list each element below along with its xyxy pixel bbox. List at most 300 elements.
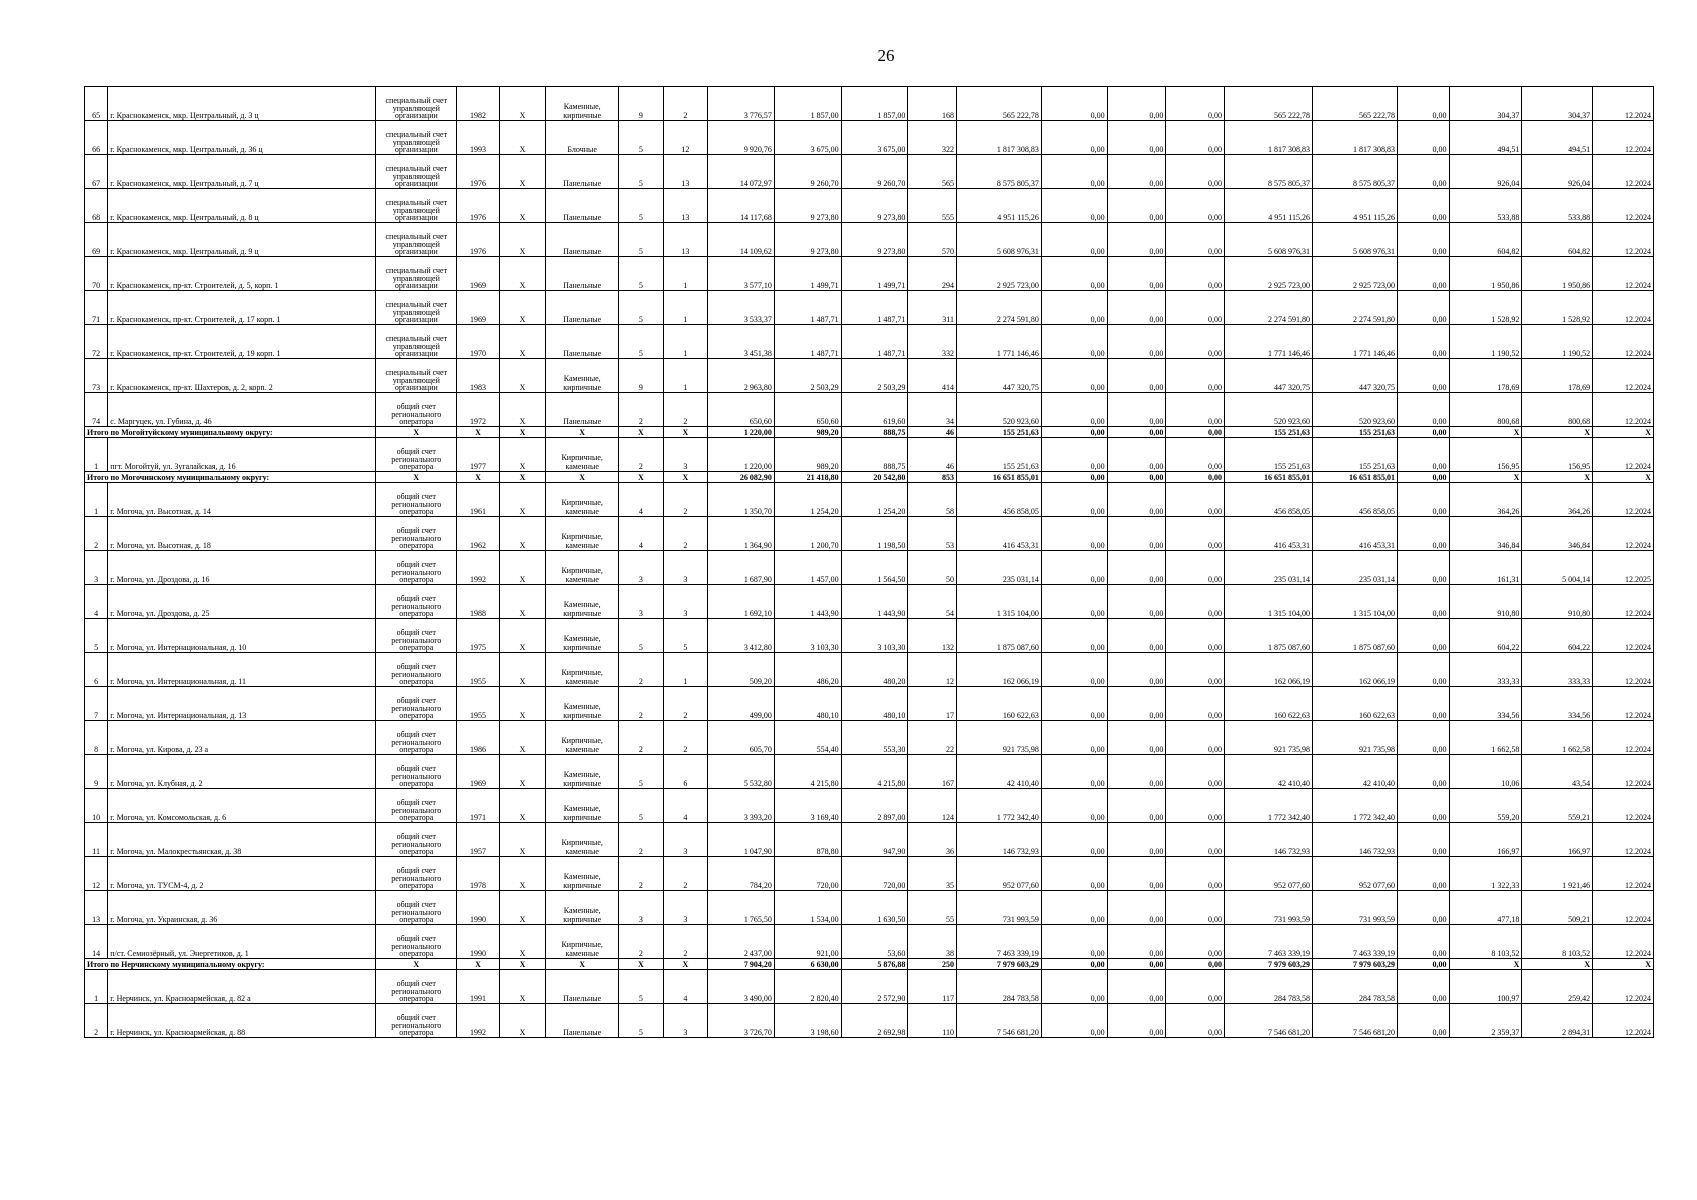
- cell-account-type: общий счет регионального оператора: [376, 857, 457, 891]
- cell-municipal-funds: 0,00: [1166, 653, 1225, 687]
- subtotal-cost-per-sqm: X: [1449, 427, 1522, 438]
- cell-entrances: 1: [663, 325, 708, 359]
- table-row: [85, 551, 1654, 585]
- cell-other-funds: 0,00: [1397, 438, 1449, 472]
- cell-wall-material: Каменные, кирпичные: [546, 789, 619, 823]
- cell-total-area: 5 532,80: [708, 755, 775, 789]
- cell-living-area: 9 273,80: [774, 223, 841, 257]
- cell-cost-total: 160 622,63: [1313, 687, 1398, 721]
- cell-cost-per-sqm: 800,68: [1449, 393, 1522, 427]
- cell-total-area: 3 490,00: [708, 970, 775, 1004]
- cell-year-built: 1975: [457, 619, 499, 653]
- cell-residential-area: 1 564,50: [841, 551, 908, 585]
- cell-regional-funds: 0,00: [1107, 925, 1166, 959]
- cell-living-area: 1 200,70: [774, 517, 841, 551]
- cell-year-built: 1972: [457, 393, 499, 427]
- table-row: [85, 223, 1654, 257]
- cell-account-type: общий счет регионального оператора: [376, 891, 457, 925]
- cell-cost-total: 416 453,31: [1313, 517, 1398, 551]
- cell-municipal-funds: 0,00: [1166, 823, 1225, 857]
- cell-wall-material: Кирпичные, каменные: [546, 721, 619, 755]
- cell-address: г. Краснокаменск, мкр. Центральный, д. 3 ц: [108, 87, 376, 121]
- cell-residents: 38: [908, 925, 957, 959]
- cell-commissioning-year: X: [499, 517, 546, 551]
- cell-federal-funds: 0,00: [1041, 257, 1107, 291]
- subtotal-residents: 46: [908, 427, 957, 438]
- subtotal-residential-area: 5 876,88: [841, 959, 908, 970]
- cell-account-type: специальный счет управляющей организации: [376, 155, 457, 189]
- cell-address: г. Могоча, ул. Интернациональная, д. 10: [108, 619, 376, 653]
- cell-floors: 2: [619, 687, 664, 721]
- cell-regional-funds: 0,00: [1107, 721, 1166, 755]
- cell-living-area: 1 443,90: [774, 585, 841, 619]
- cell-floors: 2: [619, 438, 664, 472]
- cell-row-number: 8: [85, 721, 108, 755]
- cell-row-number: 6: [85, 653, 108, 687]
- cell-limit-per-sqm: 364,26: [1522, 483, 1593, 517]
- cell-commissioning-year: X: [499, 551, 546, 585]
- cell-cost-per-sqm: 1 950,86: [1449, 257, 1522, 291]
- cell-cost-total: 520 923,60: [1313, 393, 1398, 427]
- table-row: [85, 755, 1654, 789]
- cell-other-funds: 0,00: [1397, 483, 1449, 517]
- cell-federal-funds: 0,00: [1041, 823, 1107, 857]
- cell-municipal-funds: 0,00: [1166, 551, 1225, 585]
- cell-floors: 2: [619, 653, 664, 687]
- cell-other-funds: 0,00: [1397, 359, 1449, 393]
- cell-entrances: 1: [663, 653, 708, 687]
- cell-year-built: 1969: [457, 291, 499, 325]
- cell-year-built: 1978: [457, 857, 499, 891]
- cell-wall-material: Панельные: [546, 291, 619, 325]
- cell-wall-material: Кирпичные, каменные: [546, 551, 619, 585]
- table-row: [85, 155, 1654, 189]
- cell-living-area: 1 457,00: [774, 551, 841, 585]
- cell-entrances: 12: [663, 121, 708, 155]
- cell-owner-funds: 7 463 339,19: [1225, 925, 1313, 959]
- cell-municipal-funds: 0,00: [1166, 789, 1225, 823]
- cell-residents: 570: [908, 223, 957, 257]
- table-row: [85, 619, 1654, 653]
- cell-year-built: 1993: [457, 121, 499, 155]
- cell-federal-funds: 0,00: [1041, 891, 1107, 925]
- cell-limit-per-sqm: 304,37: [1522, 87, 1593, 121]
- cell-federal-funds: 0,00: [1041, 687, 1107, 721]
- cell-living-area: 1 499,71: [774, 257, 841, 291]
- subtotal-wall-material: X: [546, 959, 619, 970]
- cell-repair-cost: 416 453,31: [956, 517, 1041, 551]
- cell-account-type: специальный счет управляющей организации: [376, 359, 457, 393]
- subtotal-living-area: 6 630,00: [774, 959, 841, 970]
- cell-commissioning-year: X: [499, 970, 546, 1004]
- cell-floors: 3: [619, 891, 664, 925]
- cell-municipal-funds: 0,00: [1166, 585, 1225, 619]
- cell-year-built: 1992: [457, 1004, 499, 1038]
- cell-cost-total: 2 274 591,80: [1313, 291, 1398, 325]
- cell-completion-date: 12.2024: [1593, 891, 1654, 925]
- cell-limit-per-sqm: 533,88: [1522, 189, 1593, 223]
- cell-row-number: 68: [85, 189, 108, 223]
- cell-limit-per-sqm: 509,21: [1522, 891, 1593, 925]
- cell-floors: 9: [619, 359, 664, 393]
- cell-account-type: специальный счет управляющей организации: [376, 223, 457, 257]
- cell-limit-per-sqm: 259,42: [1522, 970, 1593, 1004]
- cell-cost-per-sqm: 604,82: [1449, 223, 1522, 257]
- subtotal-residential-area: 20 542,80: [841, 472, 908, 483]
- cell-owner-funds: 952 077,60: [1225, 857, 1313, 891]
- cell-wall-material: Кирпичные, каменные: [546, 653, 619, 687]
- cell-owner-funds: 7 546 681,20: [1225, 1004, 1313, 1038]
- cell-cost-total: 4 951 115,26: [1313, 189, 1398, 223]
- cell-completion-date: 12.2024: [1593, 970, 1654, 1004]
- cell-cost-total: 731 993,59: [1313, 891, 1398, 925]
- subtotal-cost-per-sqm: X: [1449, 472, 1522, 483]
- cell-residential-area: 53,60: [841, 925, 908, 959]
- subtotal-account-type: X: [376, 427, 457, 438]
- cell-commissioning-year: X: [499, 359, 546, 393]
- table-row: [85, 721, 1654, 755]
- subtotal-year-built: X: [457, 472, 499, 483]
- cell-repair-cost: 2 925 723,00: [956, 257, 1041, 291]
- cell-municipal-funds: 0,00: [1166, 517, 1225, 551]
- cell-account-type: специальный счет управляющей организации: [376, 121, 457, 155]
- cell-regional-funds: 0,00: [1107, 653, 1166, 687]
- cell-entrances: 13: [663, 223, 708, 257]
- cell-entrances: 2: [663, 925, 708, 959]
- subtotal-year-built: X: [457, 427, 499, 438]
- cell-regional-funds: 0,00: [1107, 483, 1166, 517]
- cell-address: г. Могоча, ул. Дроздова, д. 25: [108, 585, 376, 619]
- cell-completion-date: 12.2024: [1593, 721, 1654, 755]
- cell-municipal-funds: 0,00: [1166, 121, 1225, 155]
- cell-year-built: 1983: [457, 359, 499, 393]
- subtotal-label: Итого по Могойтуйскому муниципальному округу:: [85, 427, 376, 438]
- cell-completion-date: 12.2024: [1593, 189, 1654, 223]
- cell-floors: 3: [619, 551, 664, 585]
- subtotal-other-funds: 0,00: [1397, 472, 1449, 483]
- cell-address: г. Краснокаменск, пр-кт. Строителей, д. 17 корп. 1: [108, 291, 376, 325]
- cell-cost-total: 1 315 104,00: [1313, 585, 1398, 619]
- table-row: [85, 121, 1654, 155]
- table-row: [85, 438, 1654, 472]
- cell-commissioning-year: X: [499, 619, 546, 653]
- cell-total-area: 14 072,97: [708, 155, 775, 189]
- cell-repair-cost: 1 875 087,60: [956, 619, 1041, 653]
- cell-year-built: 1988: [457, 585, 499, 619]
- cell-completion-date: 12.2024: [1593, 438, 1654, 472]
- subtotal-completion-date: X: [1593, 959, 1654, 970]
- subtotal-residents: 853: [908, 472, 957, 483]
- cell-owner-funds: 162 066,19: [1225, 653, 1313, 687]
- cell-cost-per-sqm: 604,22: [1449, 619, 1522, 653]
- cell-cost-per-sqm: 161,31: [1449, 551, 1522, 585]
- cell-cost-per-sqm: 533,88: [1449, 189, 1522, 223]
- cell-regional-funds: 0,00: [1107, 438, 1166, 472]
- cell-floors: 2: [619, 857, 664, 891]
- subtotal-repair-cost: 16 651 855,01: [956, 472, 1041, 483]
- cell-federal-funds: 0,00: [1041, 189, 1107, 223]
- cell-commissioning-year: X: [499, 325, 546, 359]
- cell-cost-total: 1 772 342,40: [1313, 789, 1398, 823]
- cell-completion-date: 12.2024: [1593, 87, 1654, 121]
- cell-wall-material: Каменные, кирпичные: [546, 87, 619, 121]
- cell-cost-per-sqm: 178,69: [1449, 359, 1522, 393]
- cell-regional-funds: 0,00: [1107, 257, 1166, 291]
- cell-total-area: 509,20: [708, 653, 775, 687]
- cell-other-funds: 0,00: [1397, 891, 1449, 925]
- cell-wall-material: Панельные: [546, 223, 619, 257]
- subtotal-entrances: X: [663, 959, 708, 970]
- cell-municipal-funds: 0,00: [1166, 970, 1225, 1004]
- cell-repair-cost: 447 320,75: [956, 359, 1041, 393]
- cell-floors: 5: [619, 325, 664, 359]
- cell-limit-per-sqm: 1 950,86: [1522, 257, 1593, 291]
- cell-residential-area: 9 260,70: [841, 155, 908, 189]
- cell-cost-per-sqm: 477,18: [1449, 891, 1522, 925]
- cell-repair-cost: 1 315 104,00: [956, 585, 1041, 619]
- cell-limit-per-sqm: 494,51: [1522, 121, 1593, 155]
- table-row: [85, 789, 1654, 823]
- cell-residential-area: 1 499,71: [841, 257, 908, 291]
- cell-cost-total: 146 732,93: [1313, 823, 1398, 857]
- table-row: [85, 483, 1654, 517]
- cell-residents: 565: [908, 155, 957, 189]
- cell-other-funds: 0,00: [1397, 653, 1449, 687]
- cell-repair-cost: 7 463 339,19: [956, 925, 1041, 959]
- cell-residents: 53: [908, 517, 957, 551]
- cell-total-area: 9 920,76: [708, 121, 775, 155]
- cell-entrances: 3: [663, 438, 708, 472]
- cell-repair-cost: 7 546 681,20: [956, 1004, 1041, 1038]
- table-row: [85, 857, 1654, 891]
- cell-year-built: 1991: [457, 970, 499, 1004]
- cell-cost-per-sqm: 910,80: [1449, 585, 1522, 619]
- cell-other-funds: 0,00: [1397, 1004, 1449, 1038]
- cell-limit-per-sqm: 604,22: [1522, 619, 1593, 653]
- cell-cost-total: 456 858,05: [1313, 483, 1398, 517]
- subtotal-cost-total: 155 251,63: [1313, 427, 1398, 438]
- cell-total-area: 1 364,90: [708, 517, 775, 551]
- cell-owner-funds: 456 858,05: [1225, 483, 1313, 517]
- cell-year-built: 1977: [457, 438, 499, 472]
- subtotal-cost-total: 16 651 855,01: [1313, 472, 1398, 483]
- cell-residential-area: 720,00: [841, 857, 908, 891]
- cell-wall-material: Каменные, кирпичные: [546, 891, 619, 925]
- subtotal-wall-material: X: [546, 472, 619, 483]
- cell-limit-per-sqm: 43,54: [1522, 755, 1593, 789]
- cell-living-area: 554,40: [774, 721, 841, 755]
- cell-residential-area: 4 215,80: [841, 755, 908, 789]
- cell-residential-area: 2 572,90: [841, 970, 908, 1004]
- cell-wall-material: Кирпичные, каменные: [546, 823, 619, 857]
- cell-address: г. Могоча, ул. Малокрестьянская, д. 38: [108, 823, 376, 857]
- cell-wall-material: Кирпичные, каменные: [546, 517, 619, 551]
- subtotal-commissioning-year: X: [499, 959, 546, 970]
- cell-year-built: 1955: [457, 687, 499, 721]
- cell-address: г. Краснокаменск, пр-кт. Строителей, д. 19 корп. 1: [108, 325, 376, 359]
- cell-row-number: 11: [85, 823, 108, 857]
- cell-commissioning-year: X: [499, 257, 546, 291]
- cell-federal-funds: 0,00: [1041, 755, 1107, 789]
- cell-total-area: 499,00: [708, 687, 775, 721]
- cell-other-funds: 0,00: [1397, 789, 1449, 823]
- cell-commissioning-year: X: [499, 1004, 546, 1038]
- cell-floors: 9: [619, 87, 664, 121]
- subtotal-living-area: 21 418,80: [774, 472, 841, 483]
- cell-cost-per-sqm: 8 103,52: [1449, 925, 1522, 959]
- cell-federal-funds: 0,00: [1041, 653, 1107, 687]
- cell-limit-per-sqm: 1 921,46: [1522, 857, 1593, 891]
- cell-commissioning-year: X: [499, 121, 546, 155]
- cell-total-area: 1 692,10: [708, 585, 775, 619]
- cell-completion-date: 12.2024: [1593, 223, 1654, 257]
- table-row: [85, 393, 1654, 427]
- cell-residential-area: 1 487,71: [841, 291, 908, 325]
- cell-entrances: 2: [663, 393, 708, 427]
- cell-completion-date: 12.2024: [1593, 585, 1654, 619]
- cell-municipal-funds: 0,00: [1166, 483, 1225, 517]
- cell-row-number: 9: [85, 755, 108, 789]
- cell-residential-area: 888,75: [841, 438, 908, 472]
- cell-account-type: общий счет регионального оператора: [376, 653, 457, 687]
- subtotal-regional-funds: 0,00: [1107, 472, 1166, 483]
- cell-municipal-funds: 0,00: [1166, 189, 1225, 223]
- cell-residents: 17: [908, 687, 957, 721]
- cell-row-number: 5: [85, 619, 108, 653]
- cell-entrances: 3: [663, 891, 708, 925]
- cell-other-funds: 0,00: [1397, 721, 1449, 755]
- cell-living-area: 650,60: [774, 393, 841, 427]
- cell-municipal-funds: 0,00: [1166, 155, 1225, 189]
- cell-regional-funds: 0,00: [1107, 87, 1166, 121]
- cell-regional-funds: 0,00: [1107, 823, 1166, 857]
- cell-address: г. Краснокаменск, мкр. Центральный, д. 36 ц: [108, 121, 376, 155]
- subtotal-commissioning-year: X: [499, 472, 546, 483]
- cell-entrances: 1: [663, 257, 708, 291]
- cell-cost-total: 7 546 681,20: [1313, 1004, 1398, 1038]
- cell-address: г. Краснокаменск, мкр. Центральный, д. 8 ц: [108, 189, 376, 223]
- cell-repair-cost: 8 575 805,37: [956, 155, 1041, 189]
- cell-living-area: 4 215,80: [774, 755, 841, 789]
- cell-living-area: 3 103,30: [774, 619, 841, 653]
- cell-residents: 12: [908, 653, 957, 687]
- cell-federal-funds: 0,00: [1041, 517, 1107, 551]
- subtotal-municipal-funds: 0,00: [1166, 959, 1225, 970]
- cell-cost-total: 162 066,19: [1313, 653, 1398, 687]
- cell-completion-date: 12.2024: [1593, 925, 1654, 959]
- cell-commissioning-year: X: [499, 393, 546, 427]
- subtotal-floors: X: [619, 427, 664, 438]
- cell-owner-funds: 160 622,63: [1225, 687, 1313, 721]
- cell-total-area: 1 220,00: [708, 438, 775, 472]
- cell-account-type: специальный счет управляющей организации: [376, 87, 457, 121]
- cell-cost-total: 565 222,78: [1313, 87, 1398, 121]
- cell-cost-total: 1 875 087,60: [1313, 619, 1398, 653]
- cell-residential-area: 553,30: [841, 721, 908, 755]
- cell-living-area: 9 273,80: [774, 189, 841, 223]
- cell-owner-funds: 146 732,93: [1225, 823, 1313, 857]
- cell-regional-funds: 0,00: [1107, 393, 1166, 427]
- cell-regional-funds: 0,00: [1107, 970, 1166, 1004]
- cell-total-area: 1 765,50: [708, 891, 775, 925]
- cell-residents: 332: [908, 325, 957, 359]
- cell-address: г. Могоча, ул. Интернациональная, д. 13: [108, 687, 376, 721]
- cell-federal-funds: 0,00: [1041, 438, 1107, 472]
- cell-owner-funds: 2 925 723,00: [1225, 257, 1313, 291]
- cell-federal-funds: 0,00: [1041, 121, 1107, 155]
- cell-account-type: общий счет регионального оператора: [376, 585, 457, 619]
- cell-residential-area: 947,90: [841, 823, 908, 857]
- cell-row-number: 72: [85, 325, 108, 359]
- cell-commissioning-year: X: [499, 721, 546, 755]
- cell-year-built: 1961: [457, 483, 499, 517]
- cell-municipal-funds: 0,00: [1166, 925, 1225, 959]
- subtotal-federal-funds: 0,00: [1041, 959, 1107, 970]
- subtotal-municipal-funds: 0,00: [1166, 472, 1225, 483]
- cell-address: г. Могоча, ул. Клубная, д. 2: [108, 755, 376, 789]
- cell-commissioning-year: X: [499, 823, 546, 857]
- cell-limit-per-sqm: 559,21: [1522, 789, 1593, 823]
- register-table-container: [84, 86, 1687, 1038]
- cell-address: г. Могоча, ул. Высотная, д. 14: [108, 483, 376, 517]
- cell-completion-date: 12.2024: [1593, 291, 1654, 325]
- cell-cost-total: 921 735,98: [1313, 721, 1398, 755]
- cell-repair-cost: 565 222,78: [956, 87, 1041, 121]
- subtotal-regional-funds: 0,00: [1107, 427, 1166, 438]
- cell-municipal-funds: 0,00: [1166, 891, 1225, 925]
- cell-commissioning-year: X: [499, 87, 546, 121]
- table-row: [85, 517, 1654, 551]
- cell-federal-funds: 0,00: [1041, 393, 1107, 427]
- cell-entrances: 1: [663, 291, 708, 325]
- cell-address: г. Могоча, ул. Комсомольская, д. 6: [108, 789, 376, 823]
- cell-floors: 5: [619, 789, 664, 823]
- cell-year-built: 1990: [457, 891, 499, 925]
- cell-address: г. Могоча, ул. Интернациональная, д. 11: [108, 653, 376, 687]
- cell-row-number: 74: [85, 393, 108, 427]
- cell-account-type: общий счет регионального оператора: [376, 789, 457, 823]
- cell-other-funds: 0,00: [1397, 257, 1449, 291]
- cell-cost-per-sqm: 1 662,58: [1449, 721, 1522, 755]
- cell-other-funds: 0,00: [1397, 823, 1449, 857]
- cell-account-type: общий счет регионального оператора: [376, 970, 457, 1004]
- cell-repair-cost: 235 031,14: [956, 551, 1041, 585]
- cell-completion-date: 12.2024: [1593, 257, 1654, 291]
- cell-owner-funds: 565 222,78: [1225, 87, 1313, 121]
- cell-address: пгт. Могойтуй, ул. Зугалайская, д. 16: [108, 438, 376, 472]
- cell-year-built: 1990: [457, 925, 499, 959]
- subtotal-label: Итого по Нерчинскому муниципальному округу:: [85, 959, 376, 970]
- cell-wall-material: Каменные, кирпичные: [546, 585, 619, 619]
- cell-row-number: 3: [85, 551, 108, 585]
- cell-commissioning-year: X: [499, 857, 546, 891]
- cell-wall-material: Панельные: [546, 257, 619, 291]
- cell-cost-total: 447 320,75: [1313, 359, 1398, 393]
- cell-completion-date: 12.2024: [1593, 653, 1654, 687]
- cell-limit-per-sqm: 1 190,52: [1522, 325, 1593, 359]
- cell-account-type: специальный счет управляющей организации: [376, 325, 457, 359]
- cell-year-built: 1982: [457, 87, 499, 121]
- cell-owner-funds: 921 735,98: [1225, 721, 1313, 755]
- cell-entrances: 3: [663, 585, 708, 619]
- cell-residential-area: 1 254,20: [841, 483, 908, 517]
- cell-completion-date: 12.2024: [1593, 393, 1654, 427]
- cell-residential-area: 1 198,50: [841, 517, 908, 551]
- cell-other-funds: 0,00: [1397, 619, 1449, 653]
- cell-living-area: 480,10: [774, 687, 841, 721]
- cell-year-built: 1976: [457, 223, 499, 257]
- cell-floors: 5: [619, 970, 664, 1004]
